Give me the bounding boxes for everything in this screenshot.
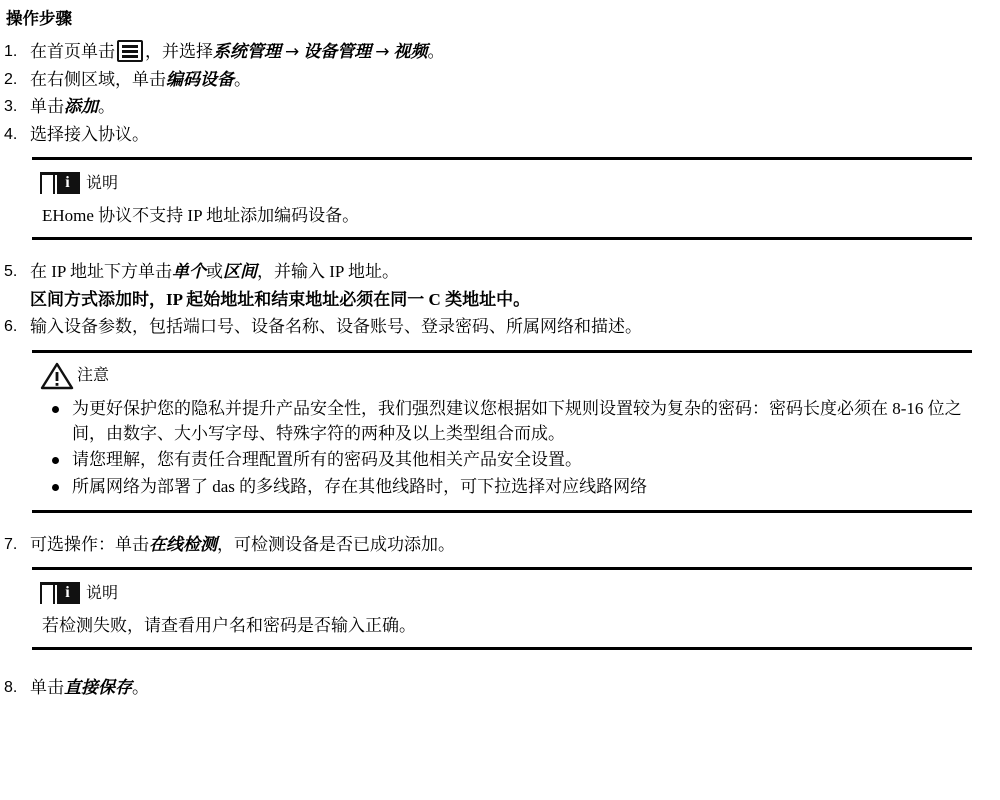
step-number: 8. <box>4 678 18 696</box>
step-6 <box>4 315 986 340</box>
steps-list-continued-2 <box>4 533 986 558</box>
step-5 <box>4 260 986 285</box>
step-emphasis-2: 区间 <box>223 262 257 282</box>
step-5-continuation: 区间方式添加时，IP 起始地址和结束地址必须在同一 C 类地址中。 <box>30 289 531 309</box>
steps-list-continued-3 <box>4 676 986 701</box>
note-header <box>40 578 972 608</box>
step-text-post: 。 <box>427 41 445 61</box>
step-text-pre: 输入设备参数，包括端口号、设备名称、设备账号、登录密码、所属网络和描述。 <box>30 317 642 337</box>
menu-path-item-2: 设备管理 <box>303 41 372 61</box>
step-number: 4. <box>4 125 18 143</box>
step-text-pre: 在 IP 地址下方单击 <box>30 262 172 282</box>
step-3 <box>4 95 986 120</box>
note-body: 若检测失败，请查看用户名和密码是否输入正确。 <box>42 616 416 636</box>
arrow-icon: → <box>285 41 300 62</box>
caution-label: 注意 <box>77 367 110 385</box>
step-number: 3. <box>4 98 18 116</box>
step-number: 7. <box>4 535 18 553</box>
step-7 <box>4 533 986 558</box>
arrow-icon: → <box>375 41 390 62</box>
caution-body <box>42 397 972 500</box>
note-label: 说明 <box>86 584 119 602</box>
note-body: EHome 协议不支持 IP 地址添加编码设备。 <box>42 206 360 226</box>
note-box-2 <box>32 567 972 650</box>
note-info-icon: i <box>40 580 84 606</box>
caution-bullet-list <box>42 397 972 500</box>
list-item: 为更好保护您的隐私并提升产品安全性，我们强烈建议您根据如下规则设置较为复杂的密码：密码长度必须在 8-16 位之间，由数字、大小写字母、特殊字符的两种及以上类型组合而成。 <box>42 397 972 446</box>
caution-box <box>32 350 972 513</box>
step-emphasis-1: 单个 <box>172 262 206 282</box>
step-1 <box>4 40 986 65</box>
step-text-post: ，可检测设备是否已成功添加。 <box>217 534 455 554</box>
hamburger-menu-icon <box>117 40 143 62</box>
step-text-pre: 单击 <box>30 97 64 117</box>
step-number: 1. <box>4 42 18 60</box>
step-text-pre: 在首页单击 <box>30 41 115 61</box>
step-emphasis: 添加 <box>64 97 98 117</box>
step-text-pre: 选择接入协议。 <box>30 124 149 144</box>
steps-list <box>4 40 986 148</box>
step-8 <box>4 676 986 701</box>
step-text-mid: ，并选择 <box>145 41 213 61</box>
menu-path-item-3: 视频 <box>393 41 428 61</box>
warning-triangle-icon <box>40 362 74 390</box>
page-title: 操作步骤 <box>6 10 72 28</box>
step-text-mid: 或 <box>206 262 223 282</box>
step-emphasis: 编码设备 <box>166 69 234 89</box>
menu-path-item-1: 系统管理 <box>213 41 281 61</box>
note-header <box>40 168 972 198</box>
step-text-pre: 在右侧区域，单击 <box>30 69 166 89</box>
step-emphasis: 直接保存 <box>64 677 132 697</box>
step-text-pre: 可选操作：单击 <box>30 534 149 554</box>
step-text-post: 。 <box>132 677 149 697</box>
note-box-1 <box>32 157 972 240</box>
step-emphasis: 在线检测 <box>149 534 217 554</box>
note-info-icon: i <box>40 170 84 196</box>
step-text-post: 。 <box>98 97 115 117</box>
step-text-pre: 单击 <box>30 677 64 697</box>
caution-header <box>40 361 972 391</box>
step-text-post: ，并输入 IP 地址。 <box>257 262 399 282</box>
step-4 <box>4 123 986 148</box>
note-label: 说明 <box>86 174 119 192</box>
list-item: 请您理解，您有责任合理配置所有的密码及其他相关产品安全设置。 <box>42 448 972 473</box>
steps-list-continued <box>4 260 986 340</box>
step-number: 2. <box>4 70 18 88</box>
step-text-post: 。 <box>234 69 251 89</box>
step-number: 5. <box>4 263 18 281</box>
list-item: 所属网络为部署了 das 的多线路，存在其他线路时，可下拉选择对应线路网络 <box>42 475 972 500</box>
step-2 <box>4 68 986 93</box>
step-number: 6. <box>4 318 18 336</box>
